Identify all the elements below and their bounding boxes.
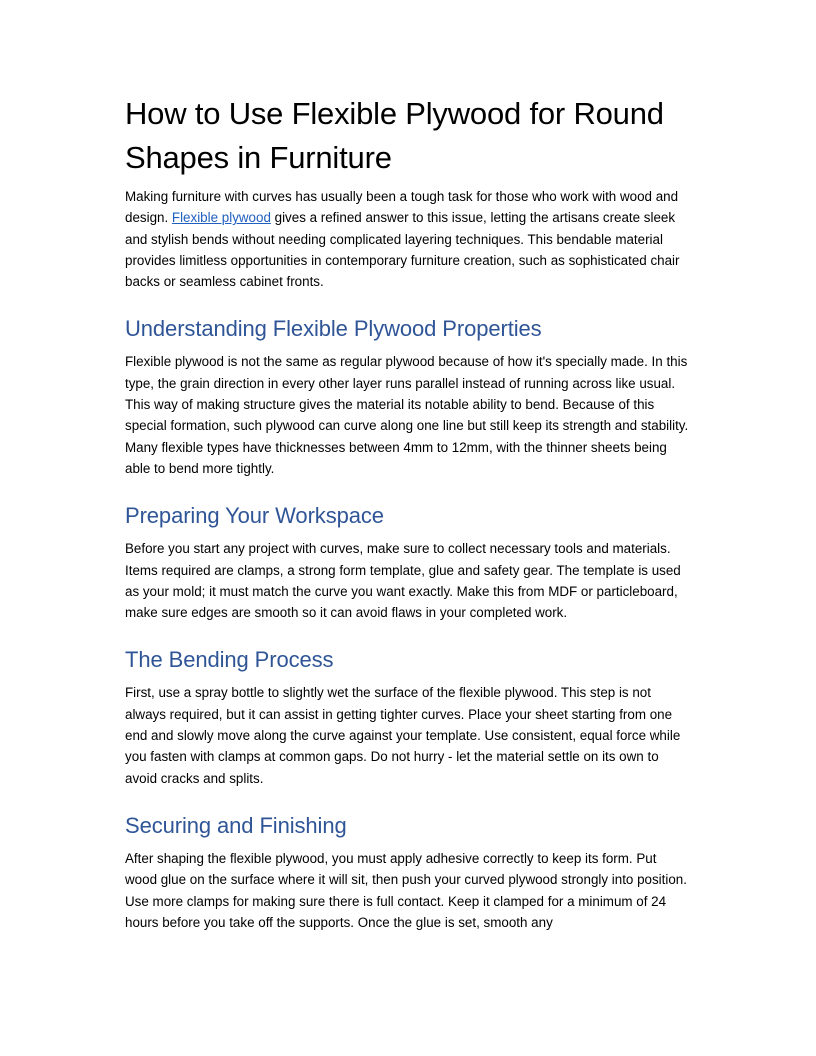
flexible-plywood-link[interactable]: Flexible plywood (171, 210, 271, 226)
intro-text-after: gives a refined answer to this issue, letting the artisans create sleek and stylish bends without needing complicated layering techniques. This bendable material provides limitless opportunities in contemporary furniture creation, such as sophisticated chair backs or seamless cabinet fronts. (125, 210, 680, 290)
section-body-workspace: Before you start any project with curves, make sure to collect necessary tools and materials. Items required are clamps, a strong form template, glue and safety gear. The template is used as your mold; it must match the curve you want exactly. Make this from MDF or particleboard, make sure edges are smooth so it can avoid flaws in your completed work. (125, 541, 681, 621)
section-body-bending: First, use a spray bottle to slightly wet the surface of the flexible plywood. This step is not always required, but it can assist in getting tighter curves. Place your sheet starting from one end and slowly move along the curve against your template. Use consistent, equal force while you fasten with clamps at common gaps. Do not hurry - let the material settle on its own to avoid cracks and splits. (125, 685, 681, 786)
section-heading-securing: Securing and Finishing (125, 812, 347, 838)
page-title: How to Use Flexible Plywood for Round Shapes in Furniture (125, 96, 664, 175)
section-body-properties: Flexible plywood is not the same as regular plywood because of how it's specially made. In this type, the grain direction in every other layer runs parallel instead of running across like usual. This way of making structure gives the material its notable ability to bend. Because of this special formation, such plywood can curve along one line but still keep its strength and stability. Many flexible types have thicknesses between 4mm to 12mm, with the thinner sheets being able to bend more tightly. (125, 354, 689, 476)
section-heading-properties: Understanding Flexible Plywood Properties (125, 316, 542, 342)
section-body-securing: After shaping the flexible plywood, you must apply adhesive correctly to keep its form. Put wood glue on the surface where it will sit, then push your curved plywood strongly into position. Use more clamps for making sure there is full contact. Keep it clamped for a minimum of 24 hours before you take off the supports. Once the glue is set, smooth any (125, 850, 687, 930)
document-page (125, 92, 691, 933)
intro-paragraph (125, 186, 691, 292)
section-heading-bending: The Bending Process (125, 647, 334, 673)
section-heading-workspace: Preparing Your Workspace (125, 503, 384, 529)
intro-text-before: Making furniture with curves has usually been a tough task for those who work with wood and design. (125, 189, 679, 226)
